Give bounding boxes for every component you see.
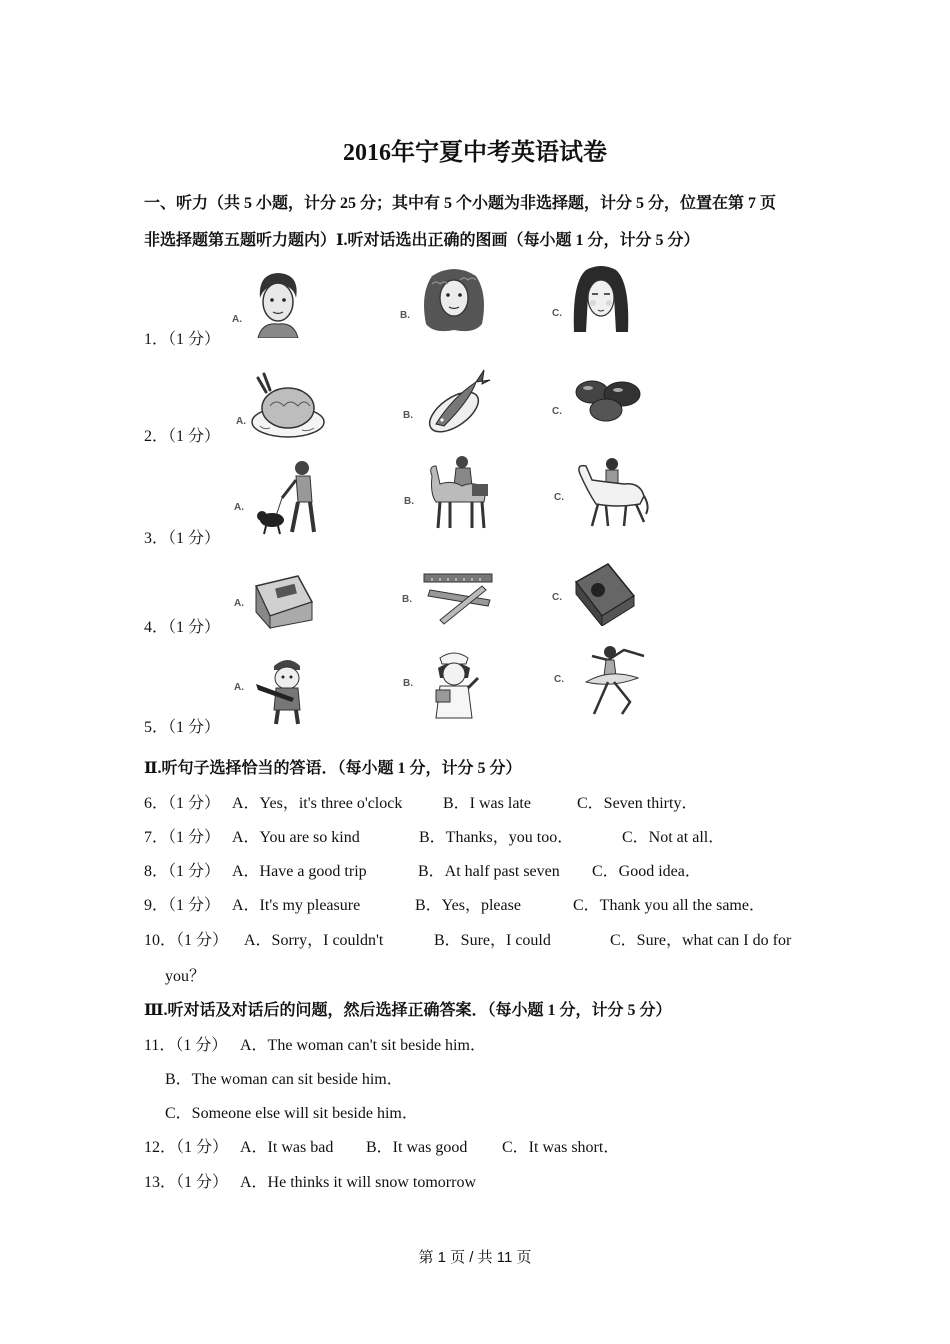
beans-icon[interactable]: [570, 374, 650, 424]
section3-heading: Ⅲ.听对话及对话后的问题，然后选择正确答案．（每小题 1 分，计分 5 分）: [144, 1002, 672, 1019]
man-walking-dog-icon[interactable]: [252, 458, 332, 538]
roast-chicken-icon[interactable]: [250, 370, 326, 440]
fish-on-plate-icon[interactable]: [422, 368, 492, 438]
question-number: 8．（1 分）: [144, 863, 221, 880]
option-letter: A.: [232, 314, 242, 325]
question-3-number: 3．（1 分）: [144, 530, 221, 547]
question-6-option-c[interactable]: C．Seven thirty．: [577, 795, 698, 812]
question-12-option-a[interactable]: A．It was bad: [240, 1139, 334, 1156]
section2-heading: Ⅱ.听句子选择恰当的答语．（每小题 1 分，计分 5 分）: [144, 760, 522, 777]
option-letter: B.: [402, 594, 412, 605]
question-8-option-c[interactable]: C．Good idea．: [592, 863, 701, 880]
question-9-option-c[interactable]: C．Thank you all the same．: [573, 897, 765, 914]
option-letter: B.: [400, 310, 410, 321]
question-10-option-b[interactable]: B．Sure，I could: [434, 932, 551, 949]
question-10: [144, 927, 228, 950]
question-6: [144, 790, 220, 813]
section1-instruction-line1: 一、听力（共 5 小题，计分 25 分；其中有 5 个小题为非选择题，计分 5 分，位置在第 7 页: [144, 195, 777, 212]
question-12: [144, 1134, 228, 1157]
question-7-option-a[interactable]: A．You are so kind: [232, 829, 360, 846]
man-on-camel-icon[interactable]: [422, 454, 494, 530]
nurse-icon[interactable]: [424, 648, 484, 720]
option-letter: C.: [554, 674, 564, 685]
question-number: 11．（1 分）: [144, 1037, 228, 1054]
option-letter: B.: [403, 678, 413, 689]
option-letter: C.: [552, 592, 562, 603]
question-6-option-b[interactable]: B．I was late: [443, 795, 531, 812]
section1-instruction-line2: 非选择题第五题听力题内）Ⅰ.听对话选出正确的图画（每小题 1 分，计分 5 分）: [144, 232, 700, 249]
question-8: [144, 858, 220, 881]
question-10-option-a[interactable]: A．Sorry，I couldn't: [244, 932, 384, 949]
boy-on-horse-icon[interactable]: [574, 456, 650, 528]
question-1-number: 1．（1 分）: [144, 331, 221, 348]
woman-curly-hair-icon[interactable]: [418, 264, 490, 338]
question-12-option-b[interactable]: B．It was good: [366, 1139, 468, 1156]
question-number: 10．（1 分）: [144, 932, 229, 949]
question-10-option-c[interactable]: C．Sure，what can I do for: [610, 932, 792, 949]
question-9-option-a[interactable]: A．It's my pleasure: [232, 897, 361, 914]
question-7-option-c[interactable]: C．Not at all．: [622, 829, 725, 846]
question-9-option-b[interactable]: B．Yes，please: [415, 897, 521, 914]
option-letter: A.: [236, 416, 246, 427]
question-number: 6．（1 分）: [144, 795, 221, 812]
option-letter: B.: [404, 496, 414, 507]
question-11-option-b[interactable]: B．The woman can sit beside him．: [165, 1071, 403, 1088]
question-number: 9．（1 分）: [144, 897, 221, 914]
question-11-option-c[interactable]: C．Someone else will sit beside him．: [165, 1105, 418, 1122]
question-2-number: 2．（1 分）: [144, 428, 221, 445]
question-11: [144, 1032, 227, 1055]
question-number: 7．（1 分）: [144, 829, 221, 846]
girl-long-hair-icon[interactable]: [568, 262, 634, 334]
question-number: 13．（1 分）: [144, 1174, 229, 1191]
question-number: 12．（1 分）: [144, 1139, 229, 1156]
question-7-option-b[interactable]: B．Thanks，you too．: [419, 829, 574, 846]
question-4-number: 4．（1 分）: [144, 619, 221, 636]
question-12-option-c[interactable]: C．It was short．: [502, 1139, 620, 1156]
question-8-option-b[interactable]: B．At half past seven: [418, 863, 560, 880]
page-title: 2016年宁夏中考英语试卷: [343, 140, 607, 166]
option-letter: A.: [234, 682, 244, 693]
page-footer: 第 1 页 / 共 11 页: [418, 1249, 532, 1266]
question-9: [144, 892, 220, 915]
option-letter: C.: [552, 406, 562, 417]
woman-short-hair-icon[interactable]: [248, 268, 308, 338]
option-letter: B.: [403, 410, 413, 421]
option-letter: C.: [552, 308, 562, 319]
question-10-option-c-continued: you？: [165, 968, 206, 985]
rubber-eraser-icon[interactable]: [250, 572, 316, 630]
question-11-option-a[interactable]: A．The woman can't sit beside him．: [240, 1037, 486, 1054]
dancer-icon[interactable]: [572, 642, 652, 720]
question-6-option-a[interactable]: A．Yes，it's three o'clock: [232, 795, 403, 812]
question-7: [144, 824, 220, 847]
question-13-option-a[interactable]: A．He thinks it will snow tomorrow: [240, 1174, 476, 1191]
question-5-number: 5．（1 分）: [144, 719, 221, 736]
pencil-sharpener-icon[interactable]: [568, 560, 640, 626]
option-letter: A.: [234, 598, 244, 609]
soldier-icon[interactable]: [254, 654, 320, 726]
question-13: [144, 1169, 228, 1192]
rulers-icon[interactable]: [420, 570, 496, 626]
option-letter: C.: [554, 492, 564, 503]
question-8-option-a[interactable]: A．Have a good trip: [232, 863, 367, 880]
option-letter: A.: [234, 502, 244, 513]
